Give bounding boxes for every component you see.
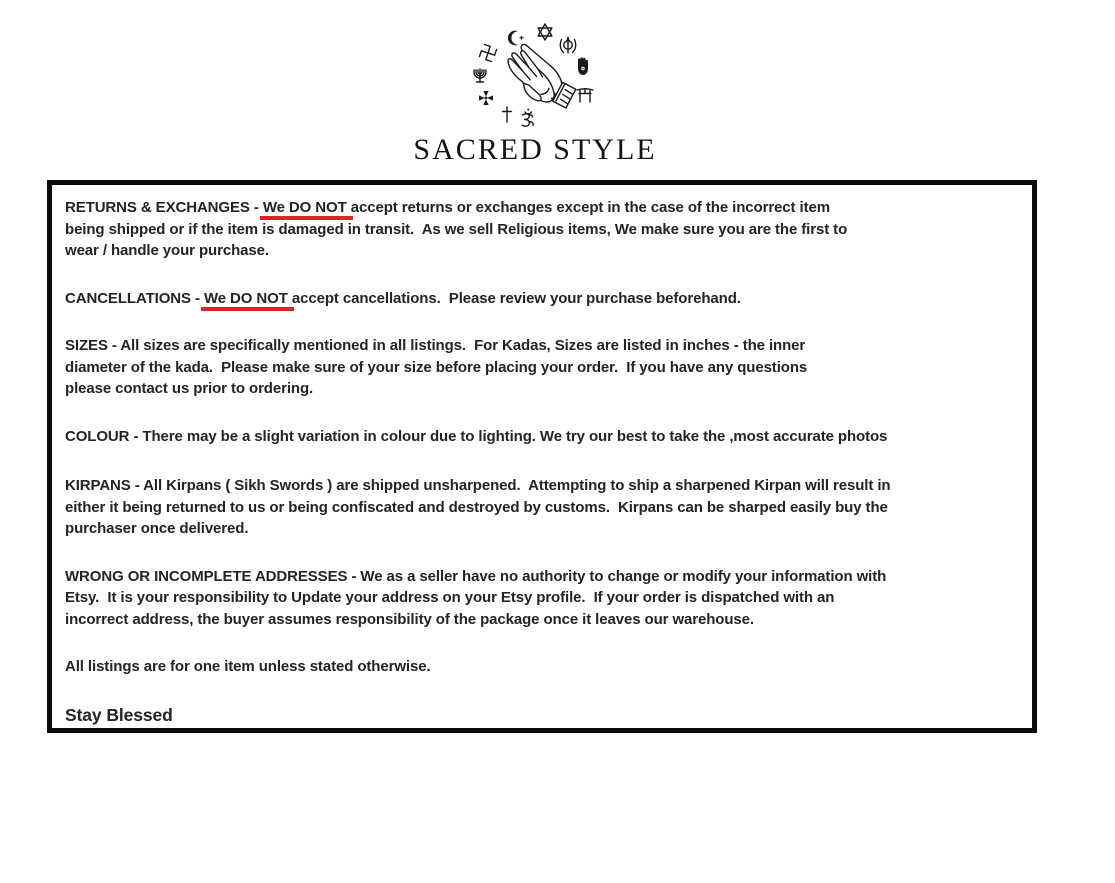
red-underlined-text: We DO NOT — [260, 199, 353, 220]
policy-line: either it being returned to us or being confiscated and destroyed by customs. Kirpans can be sharped easily buy the — [65, 498, 888, 516]
policy-line: SIZES - All sizes are specifically mentioned in all listings. For Kadas, Sizes are listed in inches - the inner — [65, 337, 806, 354]
policy-paragraph-kirpans — [65, 475, 1022, 540]
brand-name: SACRED STYLE — [413, 133, 657, 166]
policy-line: please contact us prior to ordering. — [65, 380, 314, 397]
policy-paragraph-colour — [65, 426, 1022, 448]
policy-line: incorrect address, the buyer assumes responsibility of the package once it leaves our warehouse. — [65, 610, 754, 628]
latin-cross-icon — [503, 107, 512, 122]
crescent-and-star-icon — [508, 31, 524, 46]
policy-paragraph-cancellations — [65, 288, 1022, 310]
signoff-text: Stay Blessed — [65, 704, 173, 725]
jain-hand-icon — [578, 57, 588, 75]
policy-signoff — [65, 704, 1022, 726]
policy-line: wear / handle your purchase. — [65, 242, 269, 259]
policy-line: Etsy. It is your responsibility to Update your address on your Etsy profile. If your order is dispatched with an — [65, 589, 835, 606]
policy-line: WRONG OR INCOMPLETE ADDRESSES - We as a seller have no authority to change or modify your information with — [65, 567, 887, 585]
policy-line: purchaser once delivered. — [65, 520, 249, 537]
swastika-icon — [479, 44, 497, 62]
policy-line — [65, 197, 1022, 219]
star-of-david-icon — [538, 24, 552, 40]
policy-line: All listings are for one item unless stated otherwise. — [65, 658, 431, 675]
policy-paragraph-returns — [65, 197, 1022, 262]
policy-paragraph-single-item — [65, 656, 1022, 678]
policy-paragraph-sizes — [65, 335, 1022, 400]
policy-text: CANCELLATIONS - — [65, 289, 204, 307]
policy-paragraph-addresses — [65, 566, 1022, 631]
om-icon — [522, 109, 533, 127]
policy-text: RETURNS & EXCHANGES - — [65, 199, 263, 216]
menorah-icon — [474, 69, 486, 82]
cross-pattee-icon — [479, 91, 493, 105]
policy-box — [47, 180, 1037, 733]
brand-header — [408, 14, 662, 166]
policy-text: accept returns or exchanges except in the case of the incorrect item — [350, 199, 830, 216]
policy-text: accept cancellations. Please review your purchase beforehand. — [291, 289, 741, 307]
policy-line: being shipped or if the item is damaged in transit. As we sell Religious items, We make sure you are the first to — [65, 220, 848, 238]
policy-line: KIRPANS - All Kirpans ( Sikh Swords ) are shipped unsharpened. Attempting to ship a sharpened Kirpan will result in — [65, 477, 891, 494]
policy-line — [65, 288, 1022, 310]
red-underlined-text: We DO NOT — [201, 290, 294, 311]
policy-line: diameter of the kada. Please make sure of your size before placing your order. If you have any questions — [65, 358, 808, 376]
policy-line: COLOUR - There may be a slight variation in colour due to lighting. We try our best to take the ,most accurate photos — [65, 427, 888, 445]
interfaith-logo — [408, 14, 662, 134]
khanda-icon — [560, 36, 575, 53]
torii-gate-icon — [577, 89, 593, 102]
